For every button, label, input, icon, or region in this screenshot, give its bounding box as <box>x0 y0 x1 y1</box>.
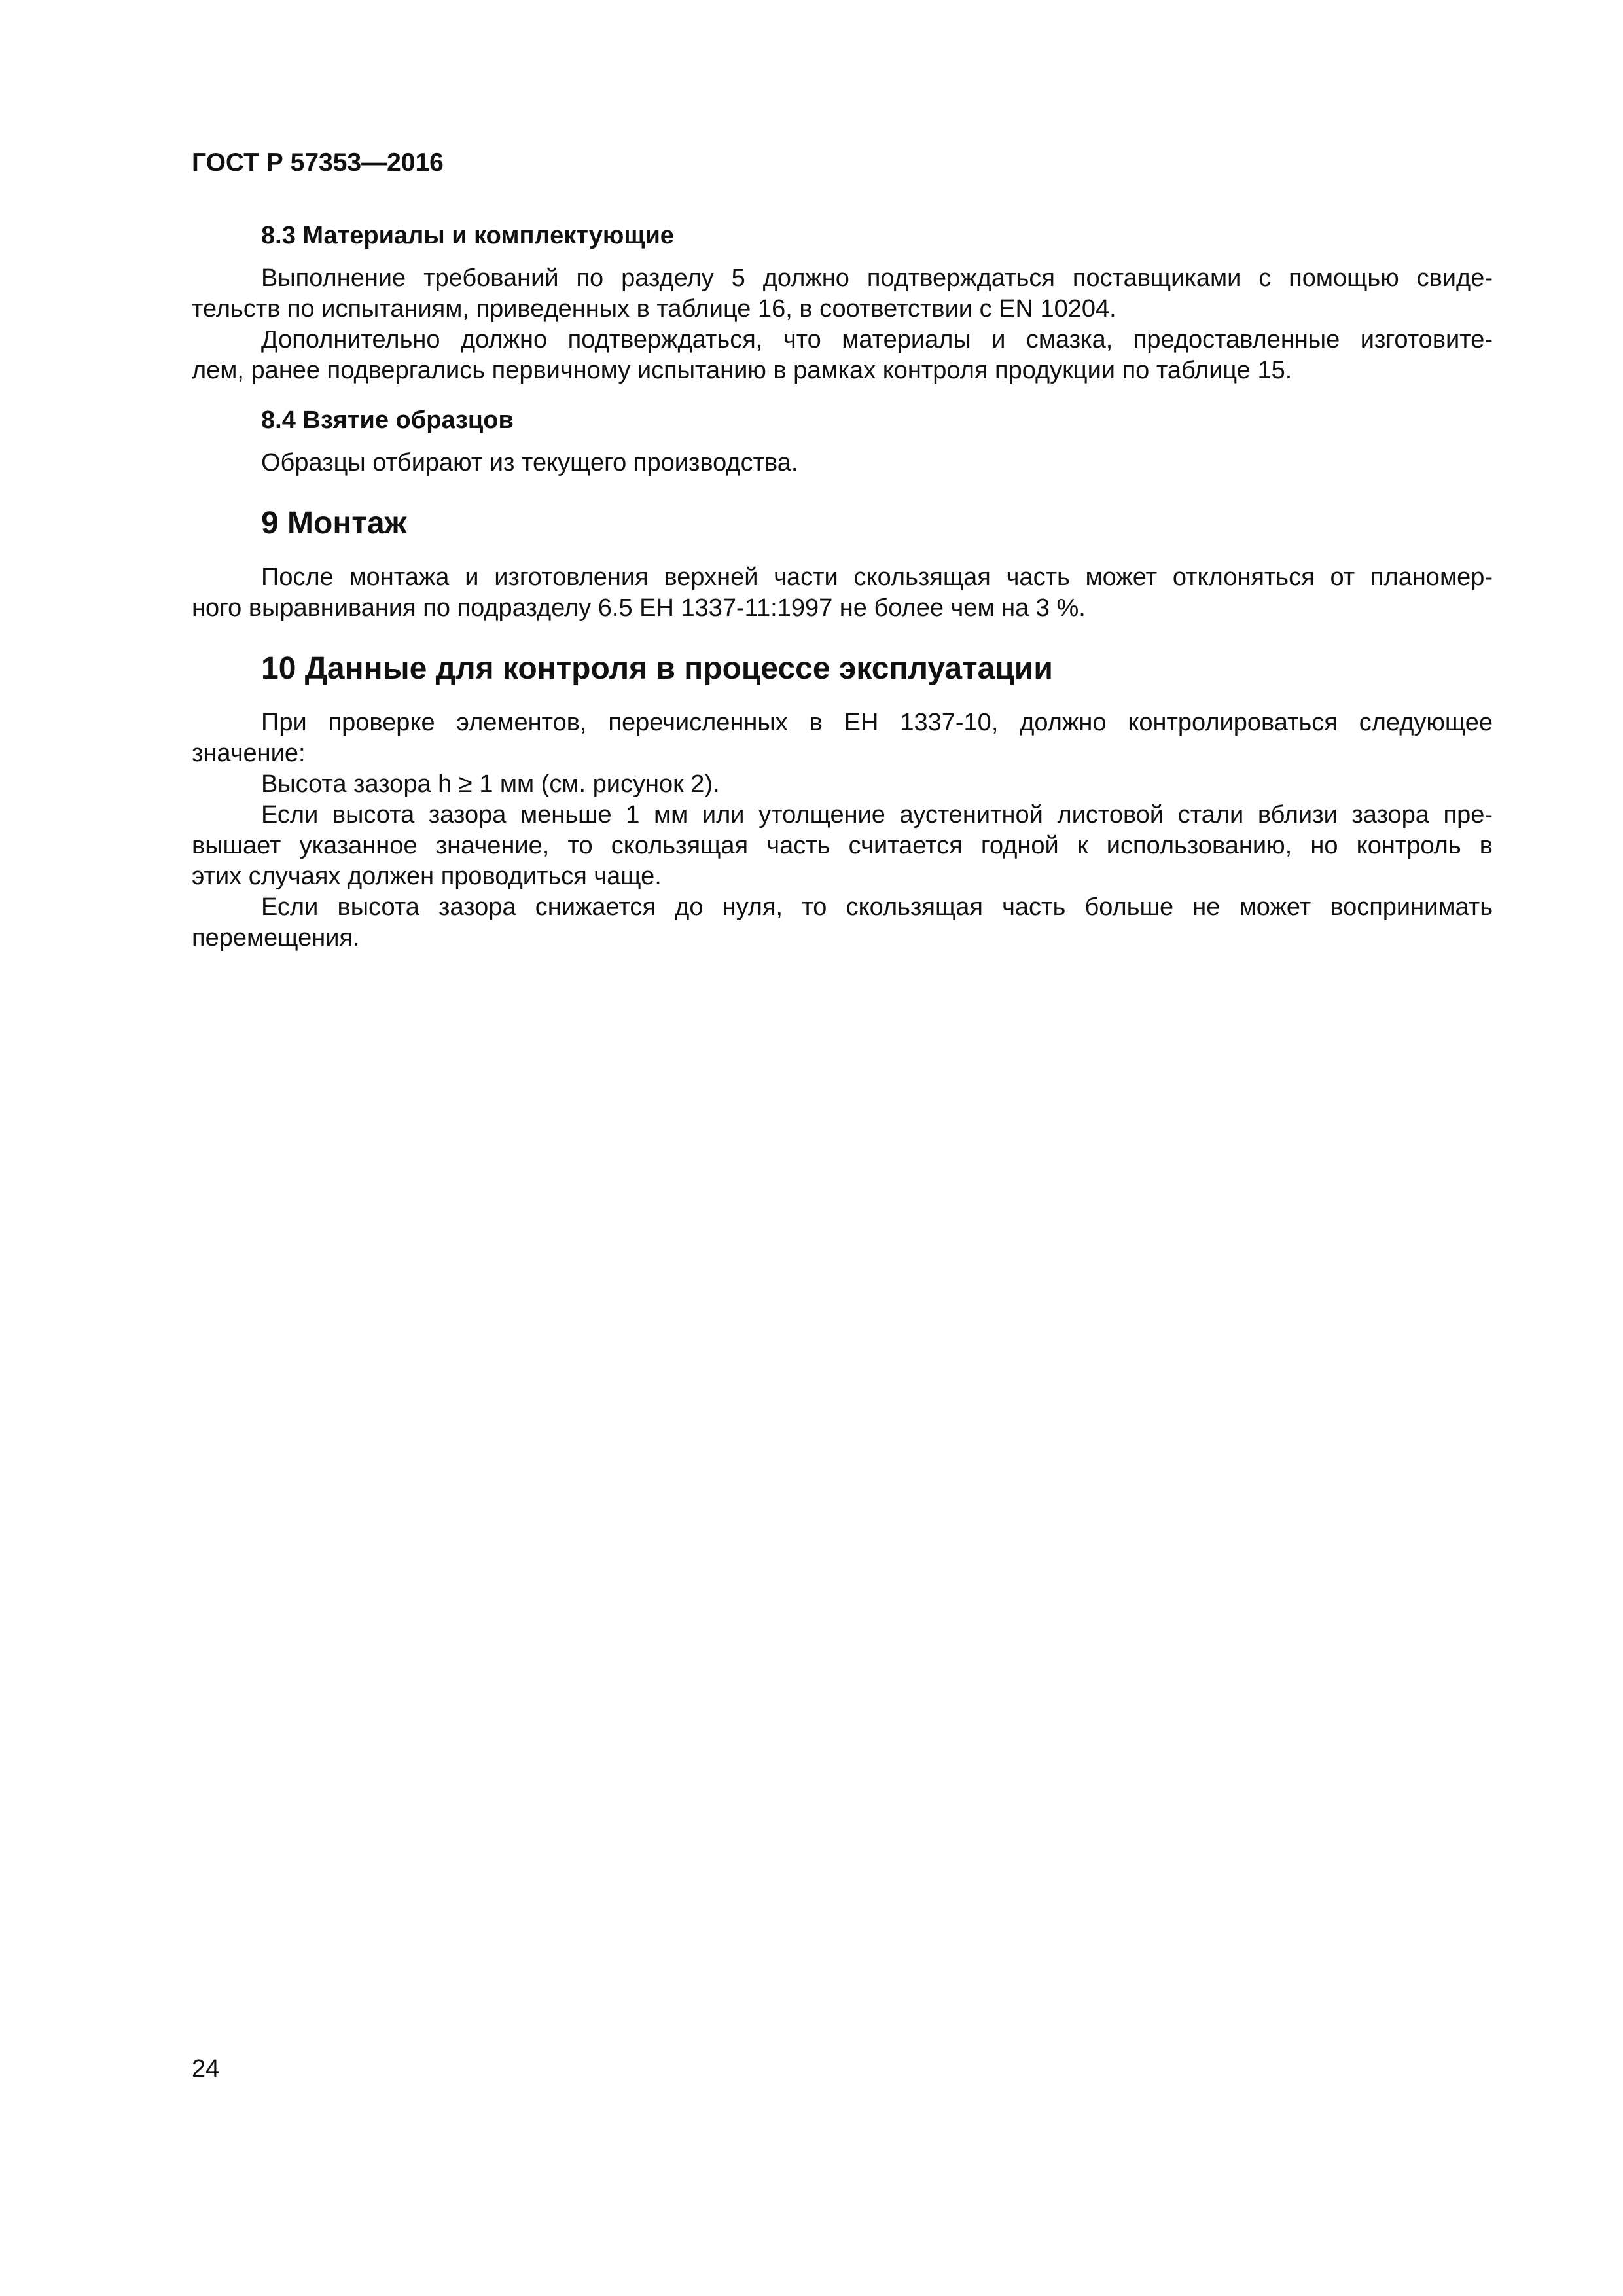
paragraph-10-3-line-3: этих случаях должен проводиться чаще. <box>192 863 662 890</box>
page-number: 24 <box>192 2055 220 2083</box>
paragraph-10-4-line-1: Если высота зазора снижается до нуля, то скользящая часть больше не может воспринимать <box>261 893 1493 921</box>
paragraph-10-3-line-1: Если высота зазора меньше 1 мм или утолщение аустенитной листовой стали вблизи зазора пре- <box>261 801 1493 829</box>
page-content <box>192 220 1493 954</box>
paragraph-10-3-line-2: вышает указанное значение, то скользящая часть считается годной к использованию, но контроль в <box>192 832 1493 859</box>
paragraph-8-3-2-line-2: лем, ранее подвергались первичному испытанию в рамках контроля продукции по таблице 15. <box>192 357 1293 384</box>
paragraph-10-2: Высота зазора h ≥ 1 мм (см. рисунок 2). <box>261 770 720 798</box>
paragraph-10-1-line-1: При проверке элементов, перечисленных в ЕН 1337-10, должно контролироваться следующее <box>261 709 1493 736</box>
paragraph-9-1-line-1: После монтажа и изготовления верхней части скользящая часть может отклоняться от планомер- <box>261 564 1493 591</box>
subsection-title-8-4: 8.4 Взятие образцов <box>261 406 514 434</box>
paragraph-8-4-1: Образцы отбирают из текущего производства. <box>261 449 798 476</box>
section-title-9: 9 Монтаж <box>261 506 407 541</box>
paragraph-10-4-line-2: перемещения. <box>192 924 360 952</box>
paragraph-10-1-line-2: значение: <box>192 740 306 767</box>
subsection-title-8-3: 8.3 Материалы и комплектующие <box>261 222 674 249</box>
paragraph-8-3-2-line-1: Дополнительно должно подтверждаться, что материалы и смазка, предоставленные изготовите- <box>261 326 1493 353</box>
paragraph-8-3-1-line-1: Выполнение требований по разделу 5 должно подтверждаться поставщиками с помощью свиде- <box>261 264 1493 292</box>
spacer <box>192 386 1493 404</box>
spacer <box>192 624 1493 650</box>
document-id-header: ГОСТ Р 57353—2016 <box>192 149 444 177</box>
spacer <box>192 478 1493 505</box>
paragraph-8-3-1-line-2: тельств по испытаниям, приведенных в таблице 16, в соответствии с EN 10204. <box>192 295 1116 323</box>
paragraph-9-1-line-2: ного выравнивания по подразделу 6.5 ЕН 1337-11:1997 не более чем на 3 %. <box>192 594 1086 622</box>
section-title-10: 10 Данные для контроля в процессе эксплуатации <box>261 651 1053 686</box>
